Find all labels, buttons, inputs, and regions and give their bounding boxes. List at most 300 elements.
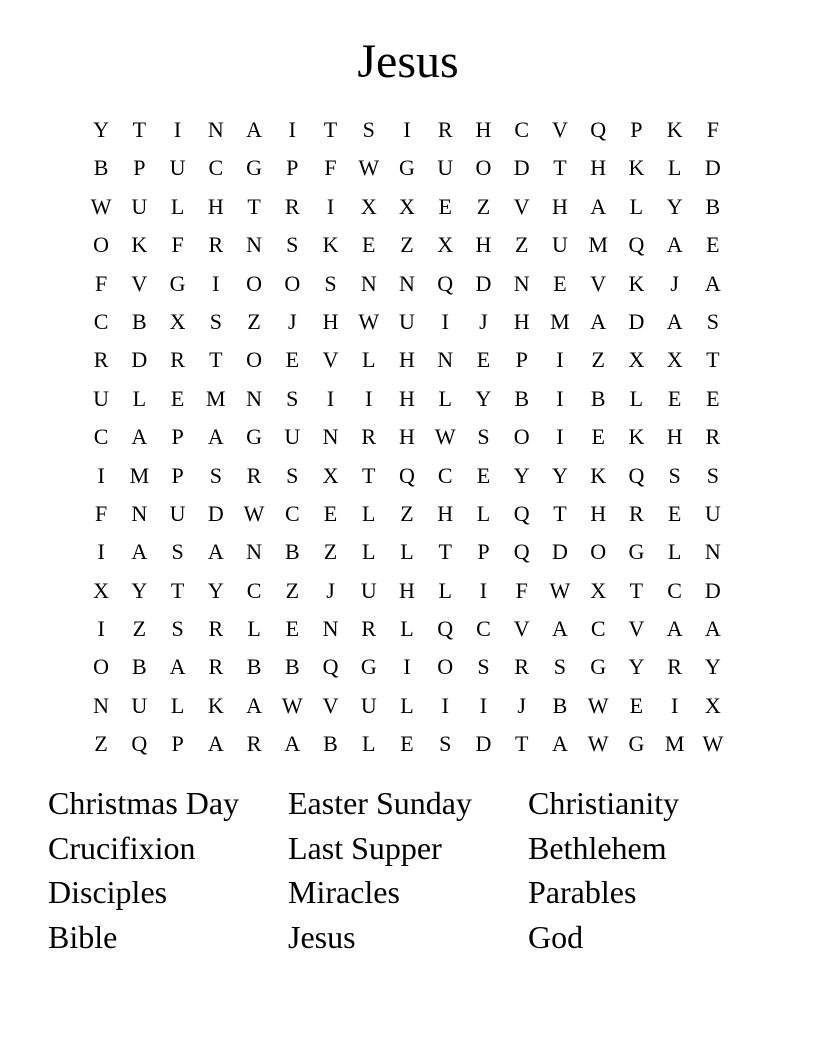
grid-letter: O [475,155,492,181]
grid-letter: B [705,193,721,219]
grid-letter: R [629,500,644,526]
grid-letter: O [437,654,454,680]
grid-letter: X [590,577,607,603]
grid-row [82,648,732,686]
grid-letter: Y [704,654,721,680]
grid-letter: I [556,347,564,373]
grid-letter: S [209,308,222,334]
grid-letter: A [704,616,721,642]
grid-letter: S [477,424,490,450]
grid-letter: R [437,117,453,142]
grid-letter: R [208,232,224,258]
grid-letter: T [706,347,720,373]
grid-letter: K [666,117,683,142]
grid-letter: E [362,232,376,258]
grid-letter: N [437,347,454,373]
word-list [48,782,768,961]
grid-letter: I [556,385,564,411]
grid-letter: A [551,616,568,642]
grid-letter: Q [437,616,454,642]
grid-row [82,380,732,418]
grid-letter: A [590,193,607,219]
grid-letter: N [131,500,148,526]
grid-letter: C [246,577,262,603]
word-list-item: Bible [48,919,118,956]
grid-letter: X [628,347,645,373]
grid-letter: T [170,577,185,603]
grid-letter: I [288,117,296,142]
grid-letter: F [94,500,108,526]
grid-letter: H [437,500,454,526]
grid-letter: J [517,692,526,718]
grid-letter: S [209,462,222,488]
grid-letter: E [667,500,682,526]
grid-letter: W [243,500,265,526]
grid-letter: R [93,347,109,373]
grid-letter: G [246,155,262,181]
grid-letter: V [628,616,645,642]
grid-letter: D [513,155,530,181]
grid-letter: D [704,155,721,181]
grid-letter: Q [628,462,645,488]
grid-letter: A [207,731,224,757]
grid-letter: E [170,385,185,411]
grid-letter: A [131,539,148,565]
grid-letter: X [666,347,683,373]
grid-letter: L [400,616,414,642]
grid-letter: I [326,193,335,219]
grid-letter: W [587,731,609,757]
grid-letter: A [666,616,683,642]
grid-letter: C [208,155,224,181]
grid-letter: S [477,654,490,680]
grid-row [82,265,732,303]
grid-letter: W [587,692,609,718]
grid-letter: U [169,500,186,526]
grid-letter: N [246,385,262,411]
grid-letter: I [403,654,411,680]
grid-letter: I [441,308,449,334]
grid-letter: T [323,117,338,142]
grid-letter: D [551,539,568,565]
grid-letter: O [246,347,262,373]
grid-letter: H [399,424,415,450]
grid-letter: W [281,692,303,718]
grid-letter: Z [285,577,300,603]
grid-letter: S [706,462,719,488]
grid-letter: E [706,385,720,411]
grid-letter: F [706,117,719,142]
grid-letter: K [628,270,645,296]
grid-letter: E [285,347,300,373]
grid-letter: W [90,193,112,219]
grid-letter: N [513,270,530,296]
grid-letter: N [322,616,339,642]
grid-letter: H [551,193,568,219]
grid-letter: V [513,616,530,642]
grid-letter: C [476,616,491,642]
grid-letter: X [360,193,377,219]
grid-letter: L [400,539,414,565]
grid-letter: J [670,270,679,296]
grid-letter: S [439,731,452,757]
word-list-item: Christmas Day [48,785,240,821]
grid-letter: E [476,347,491,373]
grid-row [82,111,732,149]
grid-letter: S [286,385,299,411]
grid-letter: H [666,424,683,450]
grid-letter: B [284,654,300,680]
word-list-item: Miracles [288,874,400,911]
grid-letter: T [132,117,147,142]
grid-letter: B [132,654,147,680]
grid-letter: F [171,232,184,258]
grid-letter: Z [476,193,491,219]
grid-letter: Y [628,654,645,680]
grid-row [82,188,732,226]
grid-letter: A [666,308,683,334]
grid-letter: J [288,308,297,334]
word-list-item: Parables [528,874,637,911]
grid-letter: Z [514,232,529,258]
grid-letter: A [551,731,568,757]
grid-letter: I [365,385,373,411]
grid-letter: Q [513,500,530,526]
grid-letter: C [514,117,530,142]
grid-letter: H [399,347,415,373]
grid-letter: N [93,692,110,718]
grid-letter: L [476,500,491,526]
grid-letter: T [247,193,261,219]
grid-letter: I [97,539,105,565]
grid-letter: L [247,616,261,642]
grid-letter: L [667,155,682,181]
grid-letter: T [553,500,567,526]
grid-letter: W [549,577,571,603]
grid-letter: K [131,232,148,258]
grid-letter: S [171,616,184,642]
grid-letter: U [360,692,377,718]
grid-letter: O [513,424,530,450]
grid-letter: Y [207,577,224,603]
grid-letter: C [284,500,300,526]
grid-letter: A [284,731,301,757]
grid-letter: A [246,117,262,142]
grid-letter: E [285,616,300,642]
word-list-item: God [528,919,584,956]
grid-letter: L [362,731,376,757]
grid-letter: Z [591,347,605,373]
grid-letter: N [360,270,377,296]
grid-letter: U [551,232,568,258]
grid-letter: A [207,424,224,450]
grid-letter: D [704,577,721,603]
grid-letter: V [513,193,530,219]
grid-letter: O [93,654,110,680]
grid-letter: Z [132,616,147,642]
grid-letter: V [322,347,339,373]
grid-letter: Y [131,577,148,603]
grid-letter: M [550,308,570,334]
grid-letter: O [246,270,262,296]
grid-letter: P [171,462,184,488]
grid-letter: C [667,577,682,603]
grid-letter: Z [94,731,108,757]
grid-letter: Q [322,654,339,680]
grid-letter: I [403,117,411,142]
word-list-item: Easter Sunday [288,785,472,821]
grid-letter: G [628,539,645,565]
grid-letter: H [399,577,415,603]
grid-letter: S [171,539,184,565]
grid-letter: S [668,462,681,488]
grid-letter: T [514,731,529,757]
grid-letter: E [706,232,720,258]
grid-letter: P [171,731,184,757]
grid-letter: V [322,692,339,718]
grid-letter: B [323,731,338,757]
grid-letter: N [704,539,721,565]
grid-letter: U [437,155,454,181]
grid-letter: H [475,232,492,258]
grid-row [82,418,732,456]
grid-letter: Q [437,270,454,296]
grid-letter: I [97,462,105,488]
grid-letter: Y [551,462,568,488]
grid-letter: H [207,193,224,219]
grid-letter: S [706,308,719,334]
grid-letter: Q [590,117,607,142]
grid-letter: E [438,193,452,219]
grid-letter: E [323,500,338,526]
grid-letter: L [629,385,644,411]
grid-letter: M [588,232,608,258]
grid-letter: I [479,577,488,603]
grid-letter: C [590,616,606,642]
grid-row [82,341,732,379]
grid-letter: H [399,385,415,411]
word-list-item: Jesus [288,919,356,956]
grid-letter: R [361,616,377,642]
grid-letter: L [132,385,147,411]
word-list-item: Disciples [48,874,168,911]
grid-letter: R [246,462,262,488]
grid-letter: I [212,270,220,296]
grid-letter: N [399,270,415,296]
grid-letter: H [590,500,607,526]
grid-letter: R [705,424,721,450]
grid-letter: K [590,462,607,488]
grid-letter: L [170,692,185,718]
grid-letter: E [400,731,414,757]
grid-letter: S [362,117,375,142]
grid-letter: Y [666,193,683,219]
grid-letter: R [667,654,682,680]
grid-letter: S [553,654,567,680]
grid-letter: A [666,232,683,258]
grid-row [82,610,732,648]
grid-letter: M [206,385,226,411]
grid-letter: L [438,577,452,603]
grid-letter: P [477,539,490,565]
word-list-item: Christianity [528,785,680,821]
grid-letter: E [629,692,644,718]
grid-letter: V [551,117,568,142]
grid-letter: M [129,462,150,488]
grid-letter: S [324,270,337,296]
page-title: Jesus [357,35,459,88]
word-list-item: Last Supper [288,829,442,866]
grid-letter: H [590,155,607,181]
grid-letter: Y [93,117,110,142]
grid-letter: U [131,193,148,219]
grid-letter: A [169,654,186,680]
grid-row [82,687,732,725]
grid-letter: R [246,731,262,757]
grid-letter: Z [323,539,338,565]
grid-letter: C [93,424,109,450]
grid-letter: S [286,232,299,258]
grid-letter: E [667,385,682,411]
grid-letter: B [514,385,530,411]
grid-letter: A [207,539,224,565]
grid-letter: I [441,692,449,718]
grid-letter: R [361,424,377,450]
grid-letter: P [630,117,643,142]
grid-letter: L [362,500,376,526]
grid-letter: U [284,424,301,450]
grid-letter: Q [131,731,148,757]
grid-letter: Z [247,308,261,334]
grid-letter: I [97,616,105,642]
grid-letter: L [362,539,376,565]
grid-letter: Q [628,232,645,258]
grid-letter: P [286,155,299,181]
grid-row [82,303,732,341]
grid-row [82,725,732,763]
grid-letter: V [131,270,148,296]
grid-letter: I [670,692,679,718]
grid-letter: U [131,692,148,718]
grid-letter: E [476,462,491,488]
grid-letter: Y [475,385,492,411]
grid-letter: T [209,347,223,373]
grid-row [82,533,732,571]
grid-letter: J [326,577,335,603]
grid-letter: K [322,232,339,258]
grid-letter: L [362,347,376,373]
grid-letter: W [358,155,380,181]
grid-letter: D [207,500,224,526]
grid-letter: U [399,308,415,334]
grid-letter: G [169,270,186,296]
grid-row [82,149,732,187]
grid-letter: U [93,385,110,411]
grid-letter: W [702,731,724,757]
grid-letter: L [170,193,185,219]
grid-letter: G [628,731,645,757]
grid-letter: L [400,692,414,718]
grid-letter: S [286,462,299,488]
grid-letter: N [322,424,339,450]
grid-letter: X [322,462,339,488]
grid-letter: D [628,308,645,334]
grid-letter: R [514,654,530,680]
grid-letter: P [171,424,184,450]
grid-letter: I [173,117,182,142]
grid-letter: H [475,117,492,142]
grid-letter: I [479,692,488,718]
grid-letter: G [399,155,415,181]
grid-letter: P [133,155,146,181]
grid-letter: X [93,577,110,603]
grid-letter: I [556,424,564,450]
grid-letter: A [246,692,262,718]
grid-letter: W [358,308,380,334]
grid-letter: B [132,308,147,334]
grid-letter: I [326,385,335,411]
grid-letter: R [170,347,185,373]
grid-letter: L [629,193,644,219]
grid-letter: A [590,308,607,334]
grid-letter: T [629,577,644,603]
grid-letter: N [246,232,262,258]
grid-letter: N [246,539,262,565]
grid-letter: X [399,193,415,219]
grid-letter: P [515,347,528,373]
grid-letter: B [590,385,606,411]
grid-letter: G [590,654,607,680]
grid-letter: J [479,308,488,334]
grid-letter: X [169,308,186,334]
grid-letter: K [628,424,645,450]
grid-letter: L [438,385,452,411]
grid-letter: R [208,654,224,680]
word-search-grid [82,111,732,764]
grid-letter: U [360,577,377,603]
grid-row [82,495,732,533]
grid-letter: A [704,270,721,296]
grid-letter: H [322,308,339,334]
grid-letter: W [434,424,456,450]
grid-letter: A [131,424,148,450]
grid-letter: Q [399,462,415,488]
grid-letter: O [93,232,110,258]
grid-letter: T [553,155,567,181]
grid-letter: F [94,270,108,296]
grid-letter: B [93,155,109,181]
grid-letter: K [207,692,224,718]
grid-letter: B [246,654,262,680]
grid-letter: C [93,308,109,334]
grid-letter: M [664,731,685,757]
grid-letter: F [324,155,337,181]
grid-letter: K [628,155,645,181]
grid-letter: G [360,654,377,680]
grid-letter: V [590,270,607,296]
grid-letter: U [169,155,186,181]
word-list-item: Bethlehem [528,829,667,866]
grid-letter: O [284,270,301,296]
word-list-item: Crucifixion [48,829,196,866]
grid-row [82,226,732,264]
grid-letter: R [284,193,300,219]
grid-letter: Y [513,462,530,488]
grid-letter: N [207,117,224,142]
grid-letter: B [284,539,300,565]
grid-letter: Q [513,539,530,565]
grid-letter: B [552,692,568,718]
